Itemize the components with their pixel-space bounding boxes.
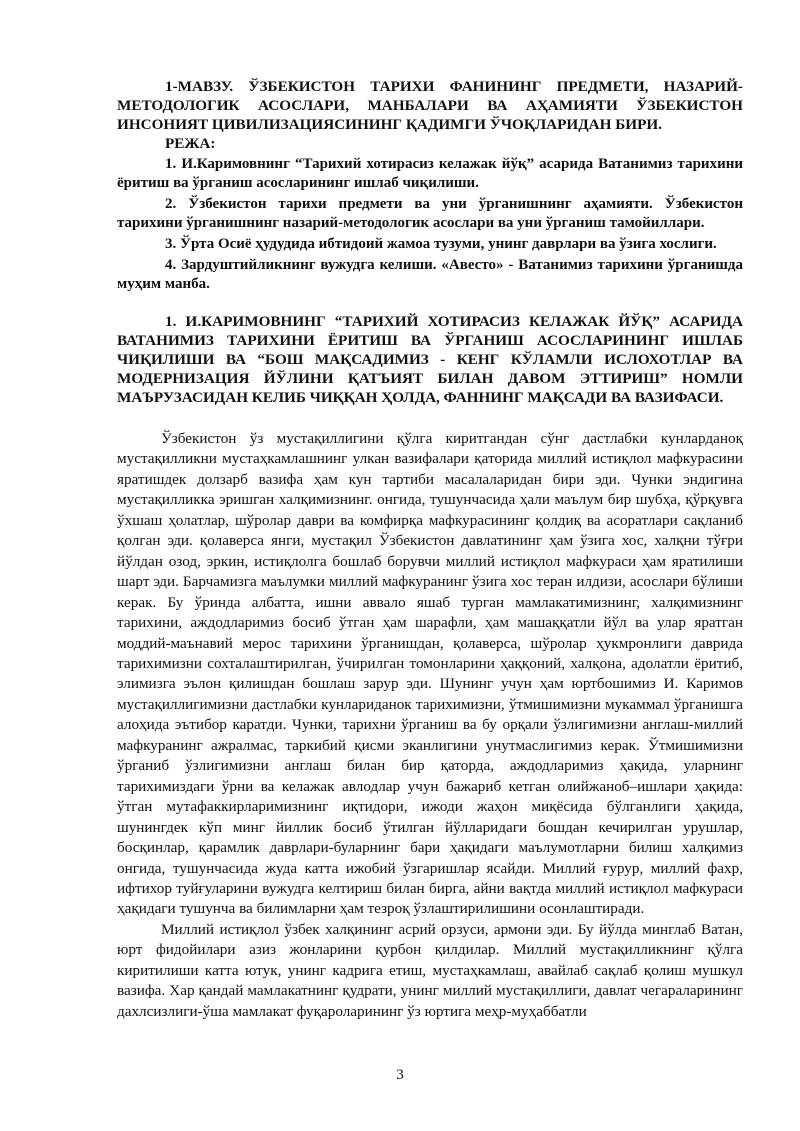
plan-item-4: 4. Зардуштийликнинг вужудга келиши. «Авесто» - Ватанимиз тарихини ўрганишда муҳим манба. <box>117 257 743 292</box>
body-paragraph-2: Миллий истиқлол ўзбек халқининг асрий орзуси, армони эди. Бу йўлда минглаб Ватан, юрт фидойилари азиз жонларини қурбон қилдилар. Миллий мустақилликнинг қўлга киритилиши катта ютук, унинг кадрига етиш, мустаҳкамлаш, авайлаб сақлаб қолиш мушкул вазифа. Хар қандай мамлакатнинг қудрати, унинг миллий мустақиллиги, давлат чегараларининг дахлсизлиги-ўша мамлакат фуқароларининг ўз юртига меҳр-муҳаббатли <box>117 920 743 1020</box>
plan-item-3: 3. Ўрта Осиё ҳудудида ибтидоий жамоа тузуми, унинг даврлари ва ўзига хослиги. <box>165 236 717 252</box>
plan-heading: РЕЖА: <box>165 135 216 152</box>
document-content <box>117 77 743 1022</box>
page-number: 3 <box>396 1067 404 1083</box>
topic-title: 1-МАВЗУ. ЎЗБЕКИСТОН ТАРИХИ ФАНИНИНГ ПРЕДМЕТИ, НАЗАРИЙ-МЕТОДОЛОГИК АСОСЛАРИ, МАНБАЛАРИ ВА АҲАМИЯТИ ЎЗБЕКИСТОН ИНСОНИЯТ ЦИВИЛИЗАЦИЯСИНИНГ ҚАДИМГИ ЎЧОҚЛАРИДАН БИРИ. <box>117 78 743 133</box>
plan-item-1: 1. И.Каримовнинг “Тарихий хотирасиз келажак йўқ” асарида Ватанимиз тарихини ёритиш ва ўрганиш асосларининг ишлаб чиқилиши. <box>117 156 743 191</box>
section-heading: 1. И.КАРИМОВНИНГ “ТАРИХИЙ ХОТИРАСИЗ КЕЛАЖАК ЙЎҚ” АСАРИДА ВАТАНИМИЗ ТАРИХИНИ ЁРИТИШ ВА ЎРГАНИШ АСОСЛАРИНИНГ ИШЛАБ ЧИҚИЛИШИ ВА “БОШ МАҚСАДИМИЗ - КЕНГ КЎЛАМЛИ ИСЛОХОТЛАР ВА МОДЕРНИЗАЦИЯ ЙЎЛИНИ ҚАТЪИЯТ БИЛАН ДАВОМ ЭТТИРИШ” НОМЛИ МАЪРУЗАСИДАН КЕЛИБ ЧИҚҚАН ҲОЛДА, ФАННИНГ МАҚСАДИ ВА ВАЗИФАСИ. <box>117 313 743 406</box>
body-paragraph-1: Ўзбекистон ўз мустақиллигини қўлга киритгандан сўнг дастлабки кунларданоқ мустақилликни мустаҳкамлашнинг улкан вазифалари қаторида миллий истиқлол мафкурасини яратишдек долзарб вазифа ҳам кун тартиби масалаларидан бири эди. Чунки эндигина мустақилликка эришган халқимизнинг. онгида, тушунчасида ҳали маълум бир шубҳа, қўрқувга ўхшаш ҳолатлар, шўролар даври ва комфирқа мафкурасининг қолдиқ ва асоратлари сақланиб қолган эди. қолаверса янги, мустақил Ўзбекистон давлатининг ҳам ўзига хос, халқни тўғри йўлдан озод, эркин, истиқлолга бошлаб борувчи миллий истиқлол мафкураси ҳам яратилиши шарт эди. Барчамизга маълумки миллий мафкуранинг ўзига хос теран илдизи, асослари бўлиши керак. Бу ўринда албатта, ишни аввало яшаб турган мамлакатимизнинг, халқимизнинг тарихини, аждодларимиз босиб ўтган ҳам шарафли, ҳам машаққатли йўл ва улар яратган моддий-маънавий мерос тарихини ўрганишдан, қолаверса, шўролар ҳукмронлиги даврида тарихимизни сохталаштирилган, ўчирилган томонларини ҳаққоний, халқона, адолатли ёритиб, элимизга эълон қилишдан бошлаш зарур эди. Шунинг учун ҳам юртбошимиз И. Каримов мустақиллигимизни дастлабки кунлариданок тарихимизни, ўтмишимизни мукаммал ўрганишга алоҳида эътибор каратди. Чунки, тарихни ўрганиш ва бу орқали ўзлигимизни англаш-миллий мафкуранинг ажралмас, таркибий қисми эканлигини унутмаслигимиз керак. Ўтмишимизни ўрганиб ўзлигимизни англаш билан бир қаторда, аждодларимиз ҳақида, уларнинг тарихимиздаги ўрни ва келажак авлодлар учун бажариб кетган олийжаноб–ишлари ҳақида: ўтган мутафаккирларимизнинг иқтидори, ижоди жаҳон миқёсида бўлганлиги ҳақида, шунингдек кўп минг йиллик босиб ўтилган йўлларидаги бошдан кечирилган урушлар, босқинлар, қарамлик даврлари-буларнинг бари ҳақидаги маълумотларни билиш халқимиз онгида, тушунчасида жуда катта ижобий ўзгаришлар ясайди. Миллий ғурур, миллий фахр, ифтихор туйғуларини вужудга келтириш билан бирга, айни вақтда миллий истиқлол мафкураси ҳақидаги тушунча ва билимларни ҳам тезроқ ўзлаштирилишини осонлаштиради. <box>117 430 743 918</box>
plan-item-2: 2. Ўзбекистон тарихи предмети ва уни ўрганишнинг аҳамияти. Ўзбекистон тарихини ўрганишнинг назарий-методологик асослари ва уни ўрганиш тамойиллари. <box>117 196 743 231</box>
